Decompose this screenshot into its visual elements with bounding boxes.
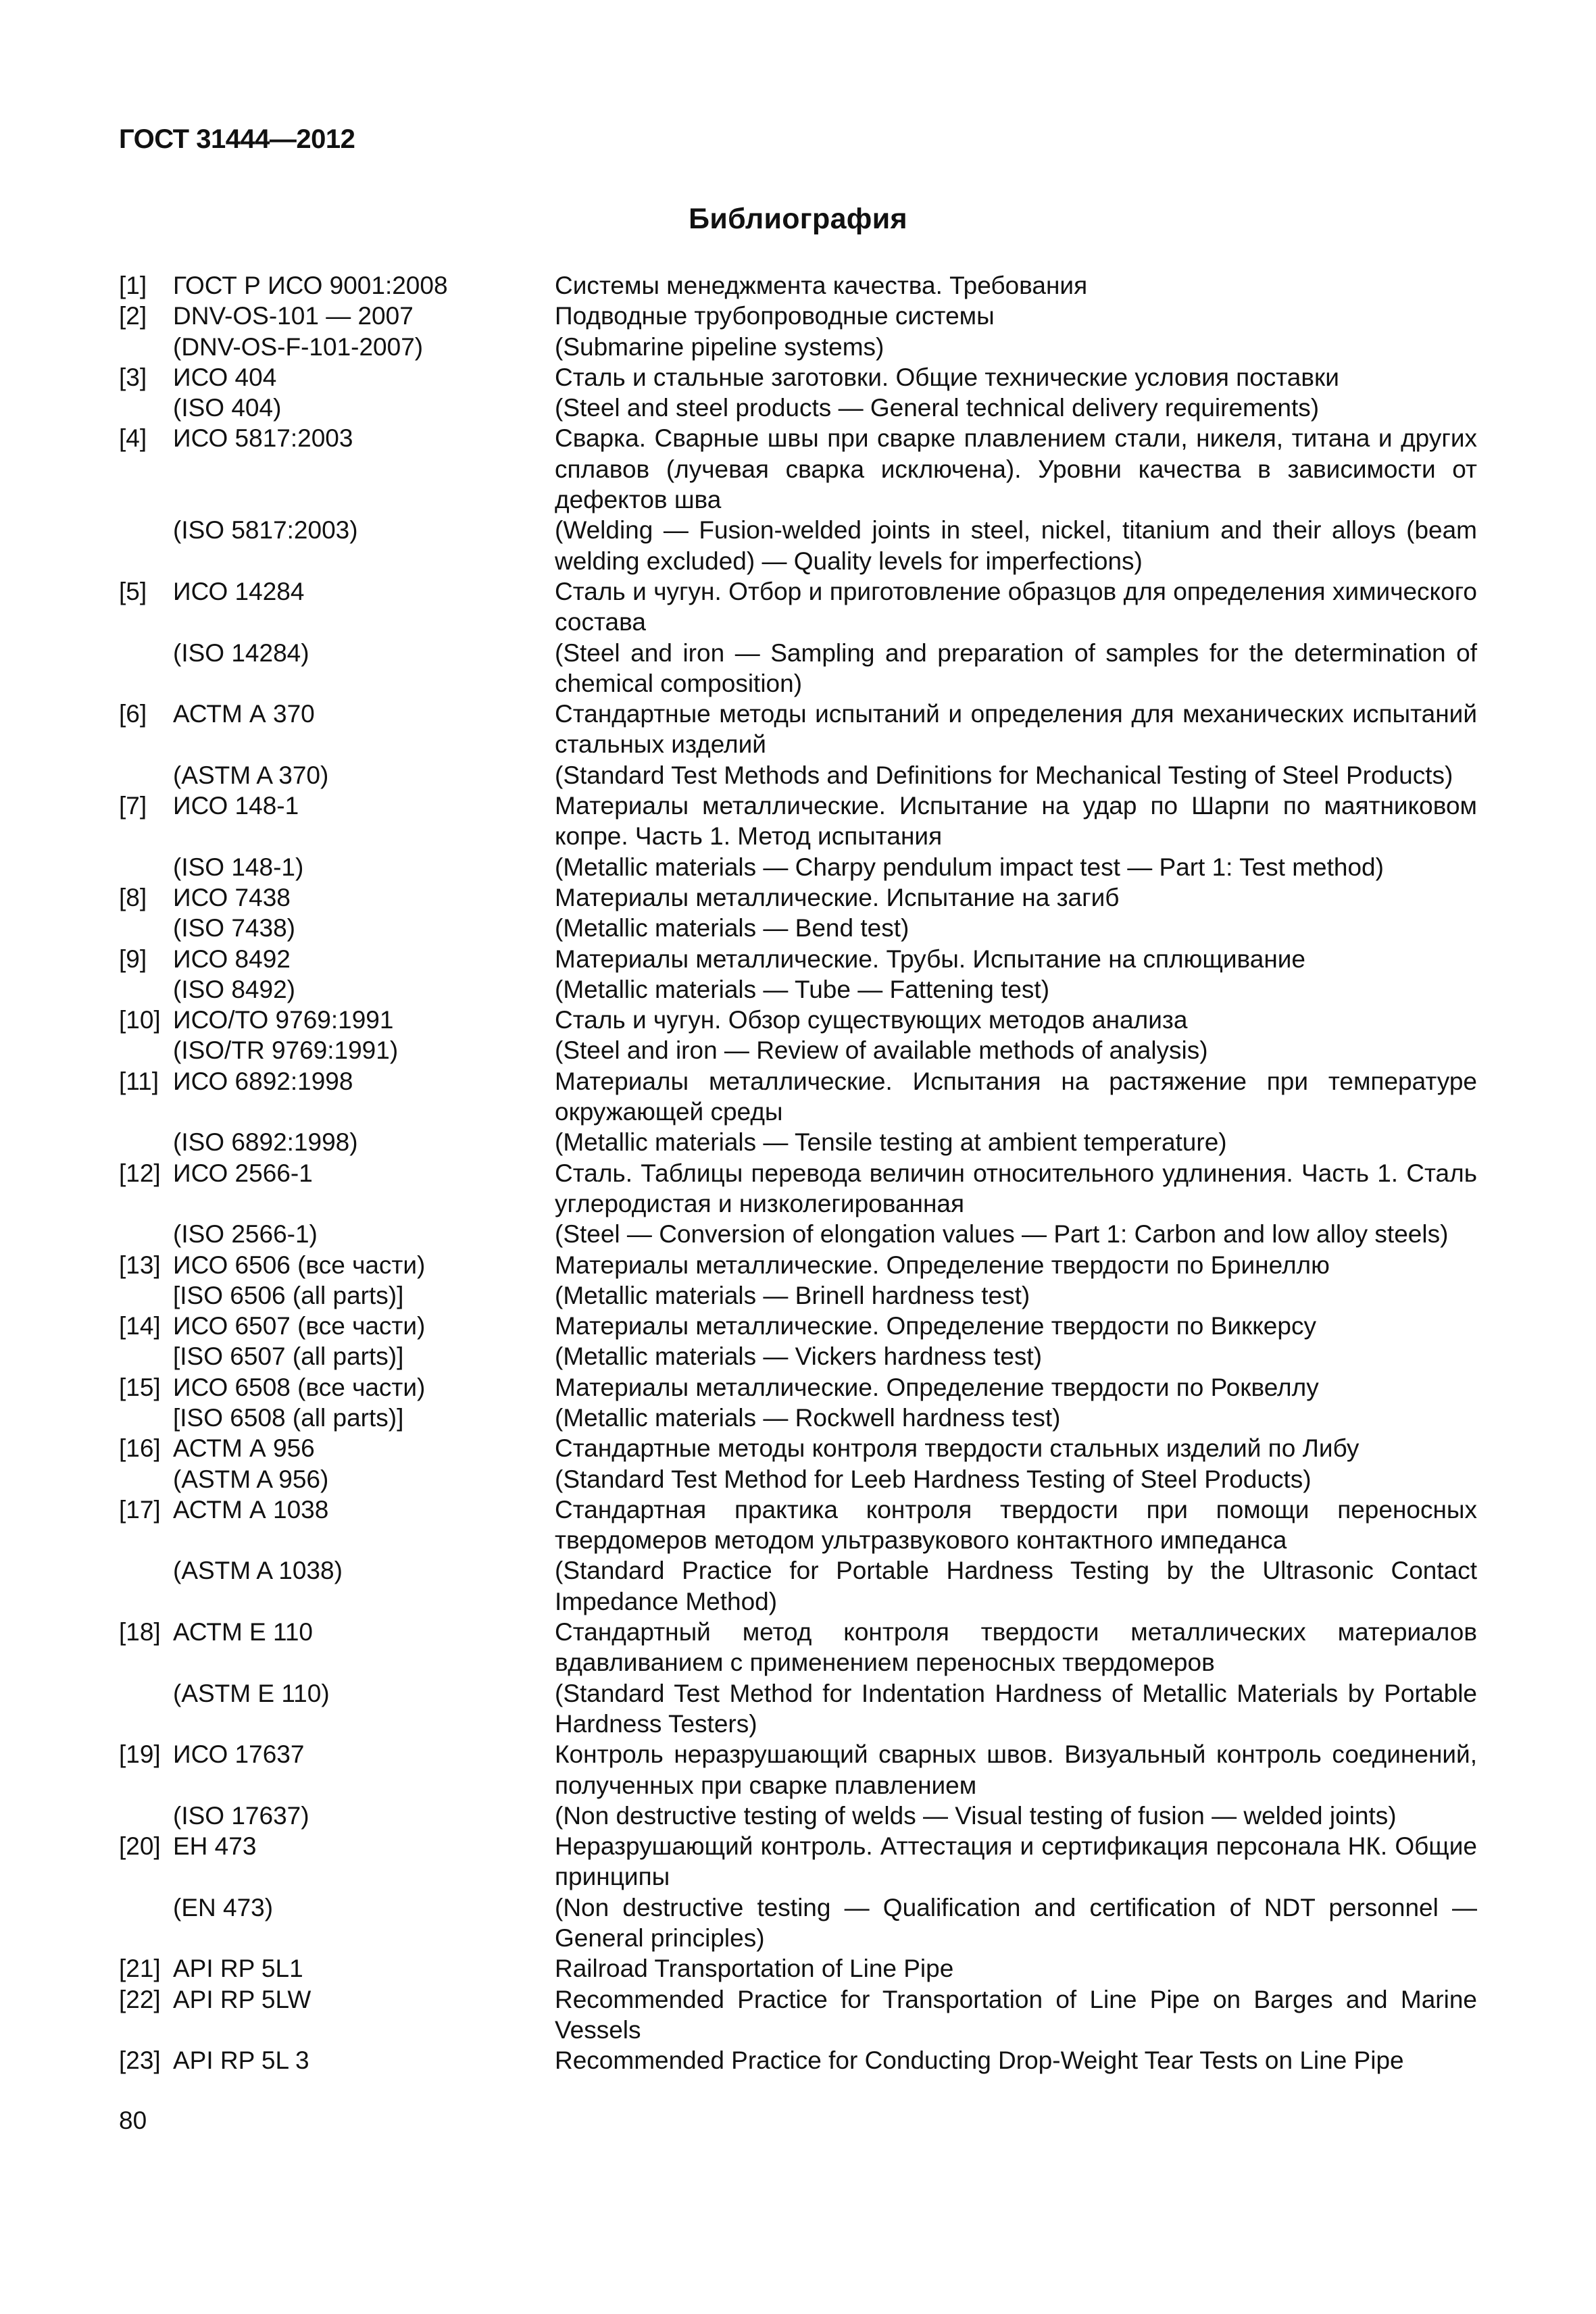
bibliography-entry: [119, 1984, 1477, 2046]
bibliography-entry: [119, 699, 1477, 760]
bibliography-entry: [119, 1250, 1477, 1280]
entry-number: [15]: [119, 1373, 161, 1401]
page-number: 80: [119, 2107, 147, 2134]
bibliography-entry: [119, 1464, 1477, 1494]
entry-description: Стандартная практика контроля твердости при помощи переносных твердомеров методом ультразвукового контактного импеданса: [555, 1495, 1477, 1555]
entry-description: (Metallic materials — Bend test): [555, 914, 909, 942]
bibliography-entry: [119, 638, 1477, 699]
entry-standard-code: (ISO/TR 9769:1991): [173, 1036, 399, 1065]
entry-description: (Metallic materials — Vickers hardness test): [555, 1342, 1043, 1371]
entry-standard-code: (ISO 17637): [173, 1801, 309, 1830]
entry-description: Материалы металлические. Определение твердости по Виккерсу: [555, 1312, 1316, 1340]
entry-description: Материалы металлические. Трубы. Испытание на сплющивание: [555, 945, 1305, 973]
bibliography-entry: [119, 1066, 1477, 1128]
entry-standard-code: (ISO 2566-1): [173, 1220, 318, 1249]
entry-number: [11]: [119, 1067, 159, 1095]
entry-description: (Standard Test Method for Leeb Hardness Testing of Steel Products): [555, 1465, 1312, 1493]
entry-number: [18]: [119, 1618, 161, 1646]
entry-number: [5]: [119, 577, 147, 605]
entry-number: [6]: [119, 700, 147, 728]
bibliography-entry: [119, 576, 1477, 638]
bibliography-entry: [119, 270, 1477, 301]
entry-standard-code: (EN 473): [173, 1893, 274, 1921]
entry-standard-code: API RP 5L 3: [173, 2046, 309, 2075]
bibliography-entry: [119, 1280, 1477, 1311]
entry-number: [20]: [119, 1832, 161, 1861]
entry-standard-code: ИСО 8492: [173, 945, 291, 973]
entry-description: Материалы металлические. Определение твердости по Бринеллю: [555, 1251, 1330, 1279]
entry-standard-code: [ISO 6507 (all parts)]: [173, 1342, 404, 1371]
entry-standard-code: ИСО 5817:2003: [173, 424, 353, 453]
entry-description: (Standard Practice for Portable Hardness Testing by the Ultrasonic Contact Impedance Method): [555, 1557, 1477, 1615]
entry-description: (Non destructive testing — Qualification and certification of NDT personnel — General principles): [555, 1893, 1477, 1953]
bibliography-list: [119, 270, 1477, 2076]
bibliography-entry: [119, 913, 1477, 943]
bibliography-entry: [119, 944, 1477, 974]
bibliography-entry: [119, 2045, 1477, 2076]
bibliography-entry: [119, 760, 1477, 790]
entry-standard-code: (ISO 5817:2003): [173, 516, 358, 545]
bibliography-entry: [119, 1953, 1477, 1984]
entry-standard-code: (ASTM E 110): [173, 1679, 330, 1707]
entry-description: Материалы металлические. Испытания на растяжение при температуре окружающей среды: [555, 1067, 1477, 1126]
entry-number: [4]: [119, 424, 147, 453]
entry-standard-code: ГОСТ Р ИСО 9001:2008: [173, 272, 448, 299]
bibliography-entry: [119, 1555, 1477, 1617]
entry-standard-code: (ISO 6892:1998): [173, 1128, 358, 1157]
entry-description: Контроль неразрушающий сварных швов. Визуальный контроль соединений, полученных при сварке плавлением: [555, 1740, 1477, 1799]
entry-standard-code: ИСО 6508 (все части): [173, 1373, 426, 1401]
bibliography-entry: [119, 1739, 1477, 1801]
entry-standard-code: АСТМ А 370: [173, 700, 315, 728]
entry-number: [9]: [119, 945, 147, 973]
bibliography-entry: [119, 1127, 1477, 1157]
entry-standard-code: ИСО 6892:1998: [173, 1067, 353, 1095]
bibliography-entry: [119, 362, 1477, 393]
bibliography-entry: [119, 852, 1477, 882]
entry-number: [2]: [119, 302, 147, 330]
entry-standard-code: [ISO 6508 (all parts)]: [173, 1403, 404, 1432]
entry-description: (Steel — Conversion of elongation values — Part 1: Carbon and low alloy steels): [555, 1220, 1449, 1249]
entry-standard-code: ИСО/ТО 9769:1991: [173, 1006, 394, 1034]
entry-description: (Steel and iron — Review of available methods of analysis): [555, 1036, 1208, 1065]
entry-standard-code: DNV-OS-101 — 2007: [173, 302, 414, 330]
entry-standard-code: АСТМ А 1038: [173, 1495, 329, 1524]
bibliography-entry: [119, 1403, 1477, 1433]
document-header: ГОСТ 31444—2012: [119, 124, 355, 154]
entry-description: (Steel and steel products — General technical delivery requirements): [555, 394, 1320, 422]
entry-description: (Metallic materials — Rockwell hardness test): [555, 1403, 1061, 1432]
entry-number: [14]: [119, 1312, 161, 1340]
entry-description: Стандартные методы контроля твердости стальных изделий по Либу: [555, 1434, 1360, 1463]
entry-description: Подводные трубопроводные системы: [555, 302, 995, 330]
bibliography-entry: [119, 332, 1477, 362]
entry-number: [16]: [119, 1434, 161, 1463]
entry-number: [23]: [119, 2046, 161, 2075]
entry-description: Railroad Transportation of Line Pipe: [555, 1955, 954, 1983]
entry-standard-code: (ISO 8492): [173, 975, 295, 1003]
bibliography-entry: [119, 1617, 1477, 1678]
entry-description: (Steel and iron — Sampling and preparation of samples for the determination of chemical composition): [555, 638, 1477, 697]
bibliography-entry: [119, 1158, 1477, 1219]
bibliography-entry: [119, 1372, 1477, 1403]
entry-standard-code: (ISO 404): [173, 394, 282, 422]
entry-standard-code: ЕН 473: [173, 1832, 257, 1861]
bibliography-title: Библиография: [689, 203, 907, 235]
entry-standard-code: [ISO 6506 (all parts)]: [173, 1281, 404, 1309]
bibliography-entry: [119, 1219, 1477, 1249]
entry-description: (Standard Test Methods and Definitions for Mechanical Testing of Steel Products): [555, 761, 1453, 789]
entry-number: [19]: [119, 1740, 161, 1769]
entry-description: (Metallic materials — Brinell hardness test): [555, 1281, 1030, 1309]
bibliography-entry: [119, 423, 1477, 515]
entry-description: (Metallic materials — Charpy pendulum impact test — Part 1: Test method): [555, 853, 1384, 881]
entry-description: Сталь и чугун. Обзор существующих методов анализа: [555, 1006, 1188, 1034]
entry-description: Стандартные методы испытаний и определения для механических испытаний стальных изделий: [555, 700, 1477, 759]
entry-number: [17]: [119, 1495, 161, 1524]
entry-standard-code: ИСО 7438: [173, 883, 291, 911]
entry-number: [7]: [119, 792, 147, 820]
entry-description: Неразрушающий контроль. Аттестация и сертификация персонала НК. Общие принципы: [555, 1832, 1477, 1891]
bibliography-entry: [119, 393, 1477, 423]
entry-standard-code: API RP 5L1: [173, 1955, 303, 1983]
entry-number: [12]: [119, 1159, 161, 1187]
entry-number: [1]: [119, 272, 147, 299]
entry-standard-code: (ISO 7438): [173, 914, 295, 942]
entry-description: (Non destructive testing of welds — Visual testing of fusion — welded joints): [555, 1801, 1397, 1830]
entry-standard-code: ИСО 404: [173, 363, 277, 391]
entry-number: [8]: [119, 883, 147, 911]
entry-description: Материалы металлические. Испытание на удар по Шарпи по маятниковом копре. Часть 1. Метод испытания: [555, 792, 1477, 851]
entry-description: (Standard Test Method for Indentation Hardness of Metallic Materials by Portable Hardness Testers): [555, 1679, 1477, 1738]
entry-standard-code: (ASTM A 956): [173, 1465, 329, 1493]
bibliography-entry: [119, 1341, 1477, 1372]
entry-description: (Metallic materials — Tube — Fattening test): [555, 975, 1050, 1003]
bibliography-entry: [119, 1494, 1477, 1556]
entry-description: Recommended Practice for Transportation of Line Pipe on Barges and Marine Vessels: [555, 1985, 1477, 2044]
entry-standard-code: API RP 5LW: [173, 1985, 311, 2013]
entry-standard-code: ИСО 148-1: [173, 792, 299, 820]
bibliography-entry: [119, 1892, 1477, 1954]
entry-standard-code: ИСО 2566-1: [173, 1159, 313, 1187]
bibliography-entry: [119, 515, 1477, 576]
entry-standard-code: АСТМ Е 110: [173, 1618, 314, 1646]
entry-standard-code: ИСО 14284: [173, 577, 305, 605]
entry-description: (Metallic materials — Tensile testing at ambient temperature): [555, 1128, 1227, 1157]
entry-standard-code: (DNV-OS-F-101-2007): [173, 332, 424, 361]
bibliography-entry: [119, 974, 1477, 1005]
entry-standard-code: ИСО 6506 (все части): [173, 1251, 426, 1279]
entry-number: [22]: [119, 1985, 161, 2013]
bibliography-entry: [119, 1801, 1477, 1831]
entry-description: Материалы металлические. Испытание на загиб: [555, 883, 1120, 911]
entry-description: Сталь и стальные заготовки. Общие технические условия поставки: [555, 363, 1339, 391]
bibliography-entry: [119, 301, 1477, 331]
entry-description: Сварка. Сварные швы при сварке плавлением стали, никеля, титана и других сплавов (лучевая сварка исключена). Уровни качества в зависимости от дефектов шва: [555, 424, 1477, 514]
entry-description: Материалы металлические. Определение твердости по Роквеллу: [555, 1373, 1319, 1401]
entry-number: [10]: [119, 1006, 161, 1034]
entry-number: [21]: [119, 1955, 161, 1983]
entry-standard-code: АСТМ А 956: [173, 1434, 315, 1463]
entry-standard-code: (ASTM A 1038): [173, 1557, 343, 1585]
bibliography-entry: [119, 1005, 1477, 1035]
bibliography-entry: [119, 1678, 1477, 1740]
entry-description: (Submarine pipeline systems): [555, 332, 884, 361]
bibliography-entry: [119, 1311, 1477, 1341]
entry-description: Стандартный метод контроля твердости металлических материалов вдавливанием с применением переносных твердомеров: [555, 1618, 1477, 1677]
entry-description: Системы менеджмента качества. Требования: [555, 272, 1088, 299]
entry-standard-code: (ISO 14284): [173, 638, 309, 667]
entry-description: Recommended Practice for Conducting Drop-Weight Tear Tests on Line Pipe: [555, 2046, 1404, 2075]
bibliography-entry: [119, 1433, 1477, 1463]
bibliography-entry: [119, 790, 1477, 852]
entry-description: (Welding — Fusion-welded joints in steel, nickel, titanium and their alloys (beam welding excluded) — Quality levels for imperfections): [555, 516, 1477, 575]
entry-number: [3]: [119, 363, 147, 391]
entry-standard-code: ИСО 17637: [173, 1740, 305, 1769]
bibliography-entry: [119, 1831, 1477, 1892]
entry-number: [13]: [119, 1251, 161, 1279]
entry-standard-code: (ISO 148-1): [173, 853, 304, 881]
bibliography-entry: [119, 882, 1477, 913]
entry-standard-code: (ASTM A 370): [173, 761, 329, 789]
entry-description: Сталь. Таблицы перевода величин относительного удлинения. Часть 1. Сталь углеродистая и низколегированная: [555, 1159, 1477, 1217]
bibliography-entry: [119, 1035, 1477, 1065]
entry-description: Сталь и чугун. Отбор и приготовление образцов для определения химического состава: [555, 577, 1477, 636]
entry-standard-code: ИСО 6507 (все части): [173, 1312, 426, 1340]
